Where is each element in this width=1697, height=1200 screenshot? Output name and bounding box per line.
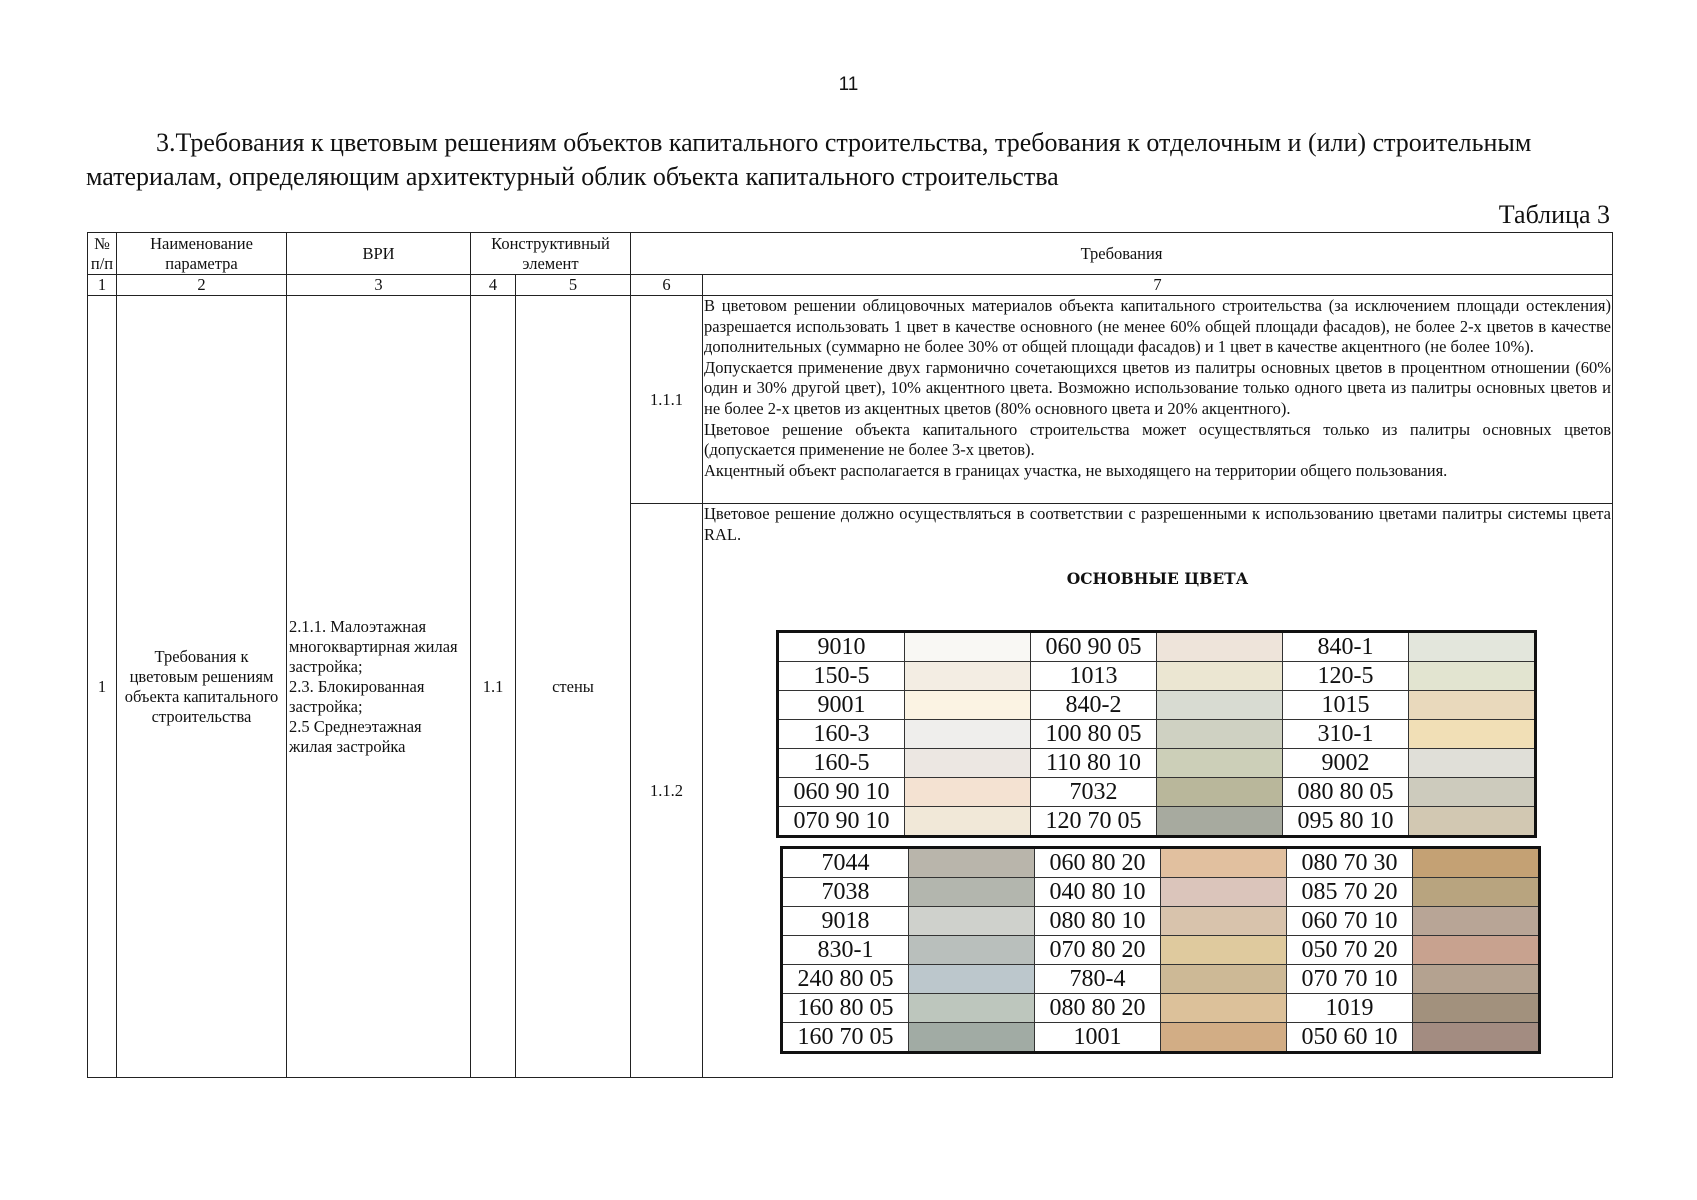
- color-code: 080 80 20: [1035, 993, 1161, 1022]
- req-paragraph: В цветовом решении облицовочных материалов объекта капитального строительства (за исключением площади остекления) разрешается использовать 1 цвет в качестве основного (не менее 60% общей площади фасадов), не более 2-х цветов в качестве дополнительных (суммарно не более 30% от общей площади фасадов) и 1 цвет в качестве акцентного (не более 10%).: [704, 296, 1612, 357]
- palette-row: [778, 748, 1536, 777]
- color-swatch: [909, 1022, 1035, 1052]
- color-swatch: [909, 964, 1035, 993]
- vri-line: 2.1.1. Малоэтажная многоквартирная жилая застройка;: [289, 616, 458, 676]
- palette-row: [778, 719, 1536, 748]
- color-swatch: [1161, 993, 1287, 1022]
- color-swatch: [1157, 690, 1283, 719]
- color-code: 1013: [1031, 661, 1157, 690]
- vri-line: 2.3. Блокированная застройка;: [289, 676, 425, 716]
- color-swatch: [1409, 777, 1536, 806]
- color-code: 1019: [1287, 993, 1413, 1022]
- color-swatch: [1413, 847, 1540, 877]
- color-code: 9018: [782, 906, 909, 935]
- color-swatch: [1161, 964, 1287, 993]
- color-code: 9010: [778, 631, 905, 661]
- color-swatch: [1409, 661, 1536, 690]
- color-code: 840-2: [1031, 690, 1157, 719]
- color-code: 9002: [1283, 748, 1409, 777]
- color-code: 060 90 05: [1031, 631, 1157, 661]
- page-number: 11: [838, 74, 859, 95]
- color-swatch: [1157, 719, 1283, 748]
- palette-row: [778, 690, 1536, 719]
- color-code: 070 70 10: [1287, 964, 1413, 993]
- color-code: 1001: [1035, 1022, 1161, 1052]
- color-swatch: [1157, 631, 1283, 661]
- palette-row: [778, 661, 1536, 690]
- color-code: 120-5: [1283, 661, 1409, 690]
- color-swatch: [1161, 847, 1287, 877]
- column-number-row: [88, 275, 1613, 296]
- color-swatch: [905, 777, 1031, 806]
- color-swatch: [909, 935, 1035, 964]
- color-swatch: [905, 661, 1031, 690]
- section-heading: 3.Требования к цветовым решениям объектов капитального строительства, требования к отделочным и (или) строительным материалам, определяющим архитектурный облик объекта капитального строительства: [86, 128, 1532, 191]
- palette-row: [778, 806, 1536, 836]
- color-swatch: [1157, 661, 1283, 690]
- row-element-code: 1.1: [471, 296, 516, 1078]
- req-paragraph: Акцентный объект располагается в границах участка, не выходящего на территории общего пользования.: [704, 460, 1448, 480]
- color-swatch: [1409, 748, 1536, 777]
- color-code: 150-5: [778, 661, 905, 690]
- color-code: 1015: [1283, 690, 1409, 719]
- color-swatch: [905, 806, 1031, 836]
- palette-row: [782, 964, 1540, 993]
- color-swatch: [1409, 719, 1536, 748]
- col-number: 6: [631, 275, 703, 296]
- palette-row: [782, 935, 1540, 964]
- palette-row: [782, 847, 1540, 877]
- color-code: 160-3: [778, 719, 905, 748]
- vri-line: 2.5 Среднеэтажная жилая застройка: [289, 716, 422, 756]
- color-code: 7032: [1031, 777, 1157, 806]
- color-swatch: [1413, 993, 1540, 1022]
- color-swatch: [1413, 935, 1540, 964]
- palette-row: [782, 906, 1540, 935]
- color-code: 160 80 05: [782, 993, 909, 1022]
- palette-secondary: [780, 846, 1541, 1054]
- color-code: 050 60 10: [1287, 1022, 1413, 1052]
- color-swatch: [1413, 964, 1540, 993]
- palette-row: [778, 631, 1536, 661]
- header-name: Наименование параметра: [117, 233, 287, 275]
- sub2-requirements: [703, 504, 1613, 1078]
- sub2-text: Цветовое решение должно осуществляться в соответствии с разрешенными к использованию цветами палитры системы цвета RAL.: [704, 504, 1612, 544]
- color-swatch: [1409, 690, 1536, 719]
- header-requirements: Требования: [631, 233, 1613, 275]
- col-number: 5: [516, 275, 631, 296]
- col-number: 4: [471, 275, 516, 296]
- color-code: 110 80 10: [1031, 748, 1157, 777]
- color-code: 080 80 05: [1283, 777, 1409, 806]
- color-code: 060 80 20: [1035, 847, 1161, 877]
- color-swatch: [1413, 906, 1540, 935]
- color-swatch: [1161, 1022, 1287, 1052]
- color-swatch: [1161, 935, 1287, 964]
- color-code: 780-4: [1035, 964, 1161, 993]
- color-code: 160-5: [778, 748, 905, 777]
- sub1-code: 1.1.1: [631, 296, 703, 504]
- color-code: 095 80 10: [1283, 806, 1409, 836]
- color-code: 9001: [778, 690, 905, 719]
- color-code: 080 80 10: [1035, 906, 1161, 935]
- color-swatch: [1409, 806, 1536, 836]
- row-num: 1: [88, 296, 117, 1078]
- col-number: 3: [287, 275, 471, 296]
- color-code: 040 80 10: [1035, 877, 1161, 906]
- color-code: 7038: [782, 877, 909, 906]
- table-row: [88, 296, 1613, 504]
- palette-row: [778, 777, 1536, 806]
- header-num: № п/п: [88, 233, 117, 275]
- palette-row: [782, 1022, 1540, 1052]
- sub1-requirements: [703, 296, 1613, 504]
- col-number: 7: [703, 275, 1613, 296]
- color-swatch: [1157, 777, 1283, 806]
- color-swatch: [1161, 906, 1287, 935]
- color-swatch: [1157, 806, 1283, 836]
- palette-row: [782, 877, 1540, 906]
- color-code: 070 90 10: [778, 806, 905, 836]
- color-swatch: [1413, 1022, 1540, 1052]
- palette-row: [782, 993, 1540, 1022]
- color-code: 240 80 05: [782, 964, 909, 993]
- color-swatch: [1409, 631, 1536, 661]
- color-swatch: [909, 877, 1035, 906]
- row-element-name: стены: [516, 296, 631, 1078]
- col-number: 2: [117, 275, 287, 296]
- header-element: Конструктивный элемент: [471, 233, 631, 275]
- color-swatch: [905, 719, 1031, 748]
- color-code: 830-1: [782, 935, 909, 964]
- color-swatch: [905, 631, 1031, 661]
- color-swatch: [905, 690, 1031, 719]
- table-caption: Таблица 3: [1498, 200, 1610, 229]
- color-code: 070 80 20: [1035, 935, 1161, 964]
- req-paragraph: Допускается применение двух гармонично сочетающихся цветов из палитры основных цветов в процентном отношении (60% один и 30% другой цвет), 10% акцентного цвета. Возможно использование только одного цвета из палитры основных цветов и не более 2-х цветов из акцентных цветов (80% основного цвета и 20% акцентного).: [704, 357, 1612, 418]
- color-code: 160 70 05: [782, 1022, 909, 1052]
- palette-primary: [776, 630, 1537, 838]
- color-swatch: [1157, 748, 1283, 777]
- header-row: [88, 233, 1613, 275]
- row-vri: [287, 296, 471, 1078]
- color-swatch: [909, 847, 1035, 877]
- color-code: 080 70 30: [1287, 847, 1413, 877]
- color-code: 120 70 05: [1031, 806, 1157, 836]
- req-paragraph: Цветовое решение объекта капитального строительства может осуществляться только из палитры основных цветов (допускается применение не более 3-х цветов).: [704, 419, 1612, 460]
- color-swatch: [1413, 877, 1540, 906]
- color-swatch: [909, 993, 1035, 1022]
- color-code: 310-1: [1283, 719, 1409, 748]
- row-param-name: Требования к цветовым решениям объекта капитального строительства: [117, 296, 287, 1078]
- color-code: 7044: [782, 847, 909, 877]
- sub2-code: 1.1.2: [631, 504, 703, 1078]
- color-code: 060 90 10: [778, 777, 905, 806]
- color-code: 100 80 05: [1031, 719, 1157, 748]
- requirements-table: [87, 232, 1613, 1078]
- color-swatch: [905, 748, 1031, 777]
- color-swatch: [1161, 877, 1287, 906]
- color-code: 840-1: [1283, 631, 1409, 661]
- color-code: 050 70 20: [1287, 935, 1413, 964]
- palette-title: ОСНОВНЫЕ ЦВЕТА: [1066, 569, 1249, 589]
- color-swatch: [909, 906, 1035, 935]
- color-code: 060 70 10: [1287, 906, 1413, 935]
- header-vri: ВРИ: [287, 233, 471, 275]
- color-code: 085 70 20: [1287, 877, 1413, 906]
- col-number: 1: [88, 275, 117, 296]
